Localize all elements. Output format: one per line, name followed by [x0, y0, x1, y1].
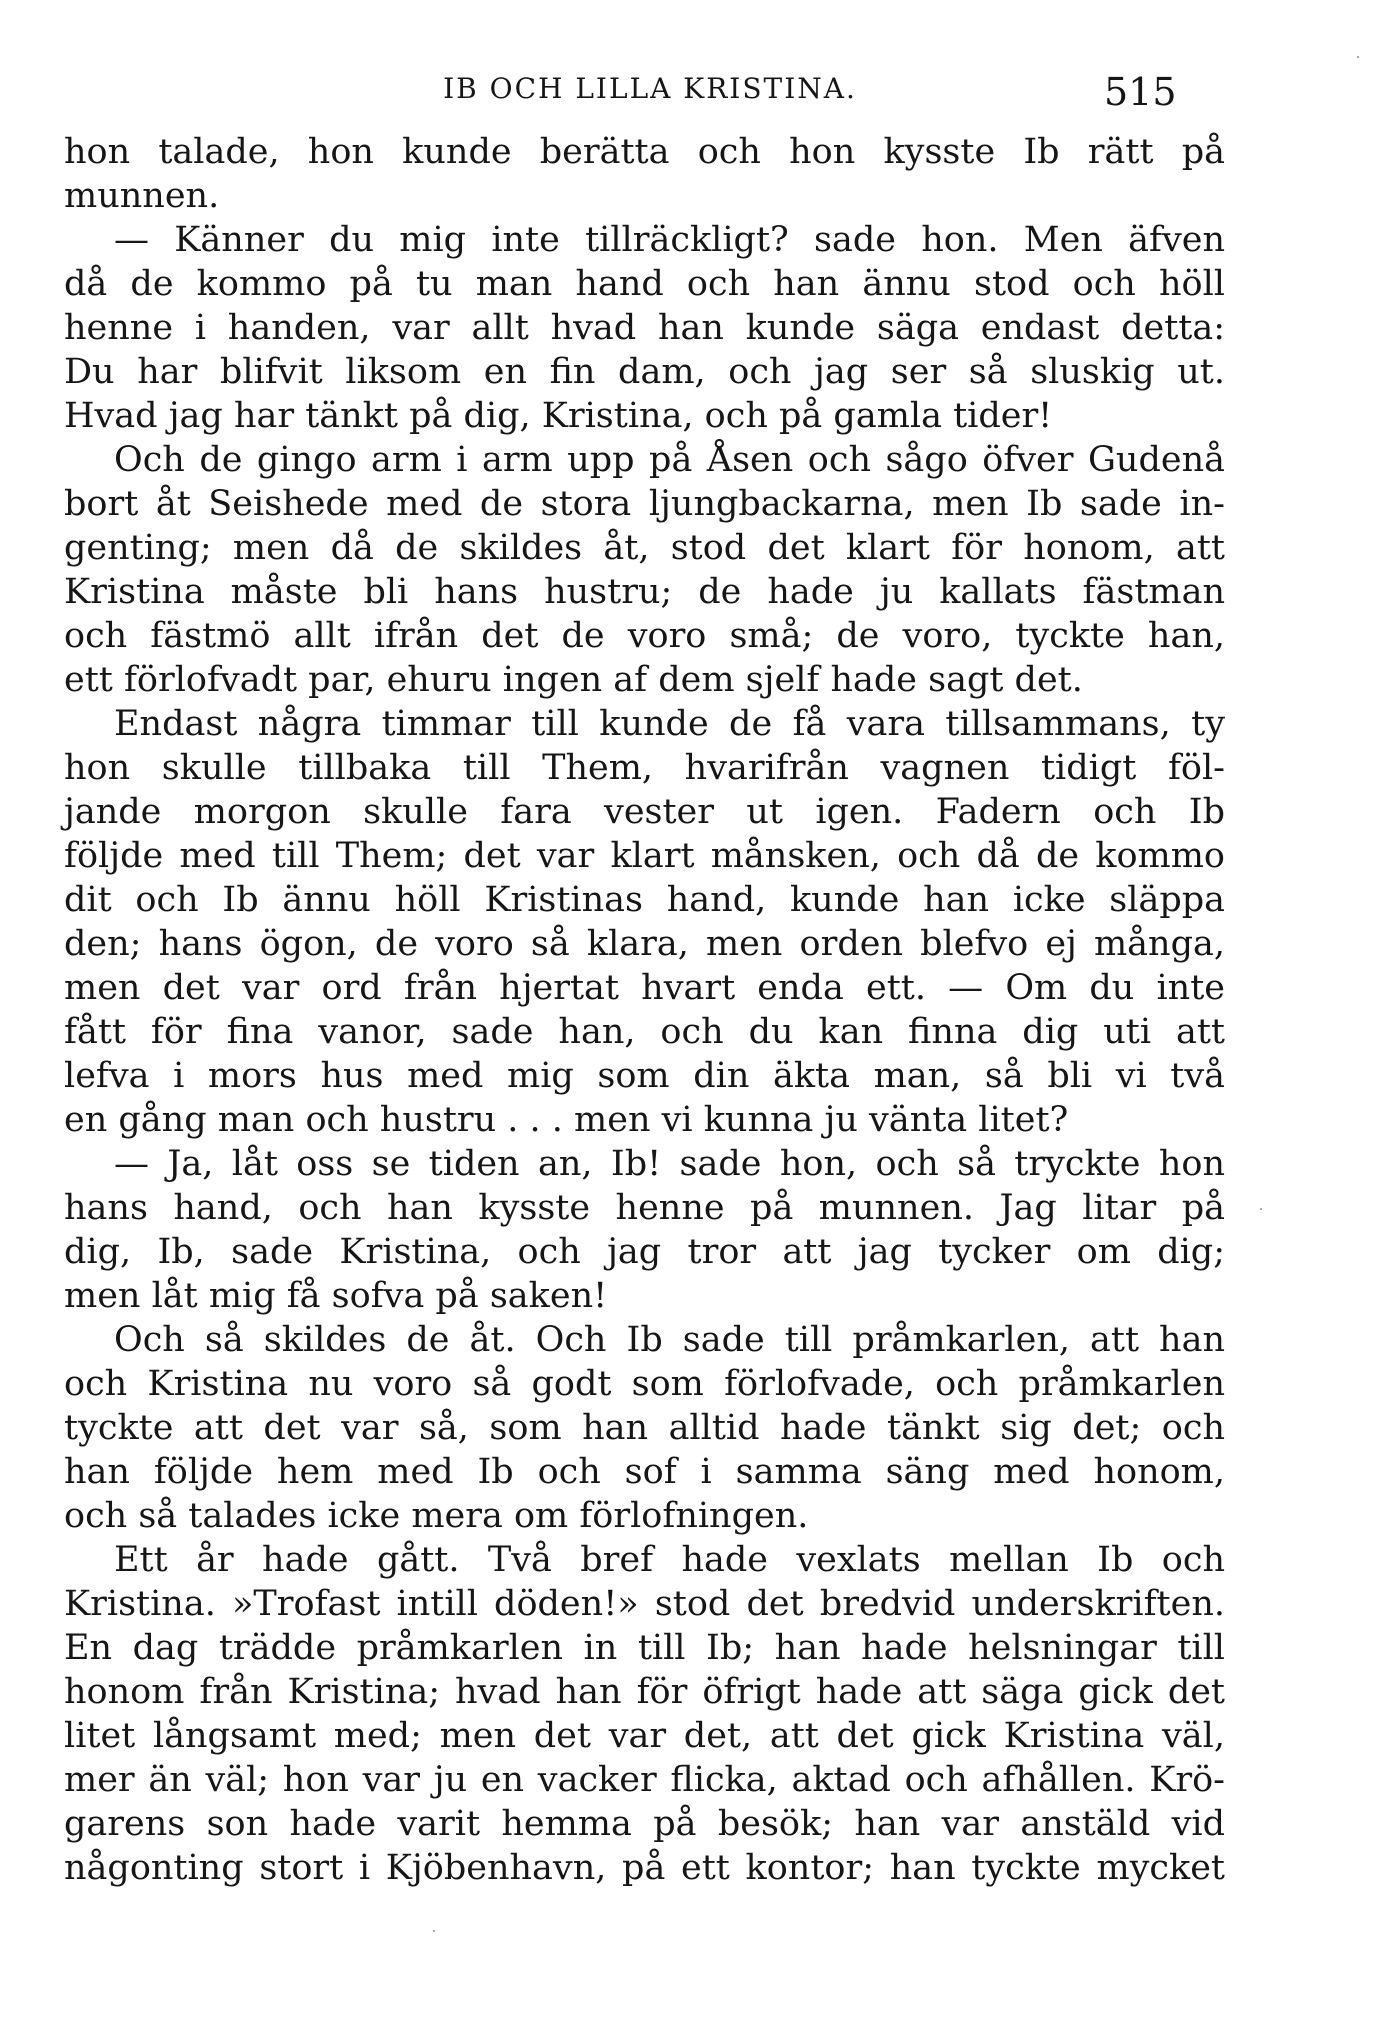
page-number: 515 [1104, 70, 1177, 114]
text-line: Kristina måste bli hans hustru; de hade ju kallats fästman [64, 572, 1225, 612]
text-line: En dag trädde pråmkarlen in till Ib; han hade helsningar till [64, 1628, 1225, 1668]
paper-speck [433, 1930, 435, 1932]
text-line: någonting stort i Kjöbenhavn, på ett kontor; han tyckte mycket [64, 1848, 1225, 1888]
text-line: fått för fina vanor, sade han, och du kan finna dig uti att [64, 1012, 1225, 1052]
paper-speck [1260, 1208, 1262, 1210]
text-line: dit och Ib ännu höll Kristinas hand, kunde han icke släppa [64, 880, 1225, 920]
text-line: dig, Ib, sade Kristina, och jag tror att jag tycker om dig; [64, 1232, 1225, 1272]
paper-speck [1357, 56, 1359, 58]
text-line: Du har blifvit liksom en fin dam, och jag ser så sluskig ut. [64, 352, 1225, 392]
text-line: Kristina. »Trofast intill döden!» stod det bredvid underskriften. [64, 1584, 1225, 1624]
text-line: — Ja, låt oss se tiden an, Ib! sade hon, och så tryckte hon [114, 1144, 1225, 1184]
text-line: lefva i mors hus med mig som din äkta man, så bli vi två [64, 1056, 1225, 1096]
body-text [64, 130, 1225, 1890]
text-line: Och så skildes de åt. Och Ib sade till pråmkarlen, att han [114, 1320, 1225, 1360]
text-line: bort åt Seishede med de stora ljungbackarna, men Ib sade in- [64, 484, 1225, 524]
text-line: henne i handen, var allt hvad han kunde säga endast detta: [64, 308, 1225, 348]
text-line: honom från Kristina; hvad han för öfrigt hade att säga gick det [64, 1672, 1225, 1712]
text-line: — Känner du mig inte tillräckligt? sade hon. Men äfven [114, 220, 1225, 260]
text-line: en gång man och hustru . . . men vi kunna ju vänta litet? [64, 1100, 1069, 1140]
text-line: men det var ord från hjertat hvart enda ett. — Om du inte [64, 968, 1225, 1008]
text-line: Ett år hade gått. Två bref hade vexlats mellan Ib och [114, 1540, 1225, 1580]
text-line: och Kristina nu voro så godt som förlofvade, och pråmkarlen [64, 1364, 1225, 1404]
text-line: då de kommo på tu man hand och han ännu stod och höll [64, 264, 1225, 304]
text-line: litet långsamt med; men det var det, att det gick Kristina väl, [64, 1716, 1225, 1756]
text-line: hon skulle tillbaka till Them, hvarifrån vagnen tidigt föl- [64, 748, 1225, 788]
text-line: munnen. [64, 176, 220, 216]
text-line: mer än väl; hon var ju en vacker flicka, aktad och afhållen. Krö- [64, 1760, 1225, 1800]
text-line: Hvad jag har tänkt på dig, Kristina, och på gamla tider! [64, 396, 1053, 436]
text-line: och så talades icke mera om förlofningen. [64, 1496, 809, 1536]
text-line: genting; men då de skildes åt, stod det klart för honom, att [64, 528, 1225, 568]
text-line: Och de gingo arm i arm upp på Åsen och sågo öfver Gudenå [114, 440, 1225, 480]
text-line: följde med till Them; det var klart månsken, och då de kommo [64, 836, 1225, 876]
text-line: men låt mig få sofva på saken! [64, 1276, 608, 1316]
text-line: Endast några timmar till kunde de få vara tillsammans, ty [114, 704, 1225, 744]
text-line: hon talade, hon kunde berätta och hon kysste Ib rätt på [64, 132, 1225, 172]
text-line: tyckte att det var så, som han alltid hade tänkt sig det; och [64, 1408, 1225, 1448]
text-line: ett förlofvadt par, ehuru ingen af dem sjelf hade sagt det. [64, 660, 1083, 700]
text-line: och fästmö allt ifrån det de voro små; de voro, tyckte han, [64, 616, 1225, 656]
text-line: jande morgon skulle fara vester ut igen. Fadern och Ib [64, 792, 1225, 832]
text-line: den; hans ögon, de voro så klara, men orden blefvo ej många, [64, 924, 1225, 964]
text-line: garens son hade varit hemma på besök; han var anstäld vid [64, 1804, 1225, 1844]
text-line: hans hand, och han kysste henne på munnen. Jag litar på [64, 1188, 1225, 1228]
running-title: IB OCH LILLA KRISTINA. [443, 72, 857, 105]
text-line: han följde hem med Ib och sof i samma säng med honom, [64, 1452, 1225, 1492]
